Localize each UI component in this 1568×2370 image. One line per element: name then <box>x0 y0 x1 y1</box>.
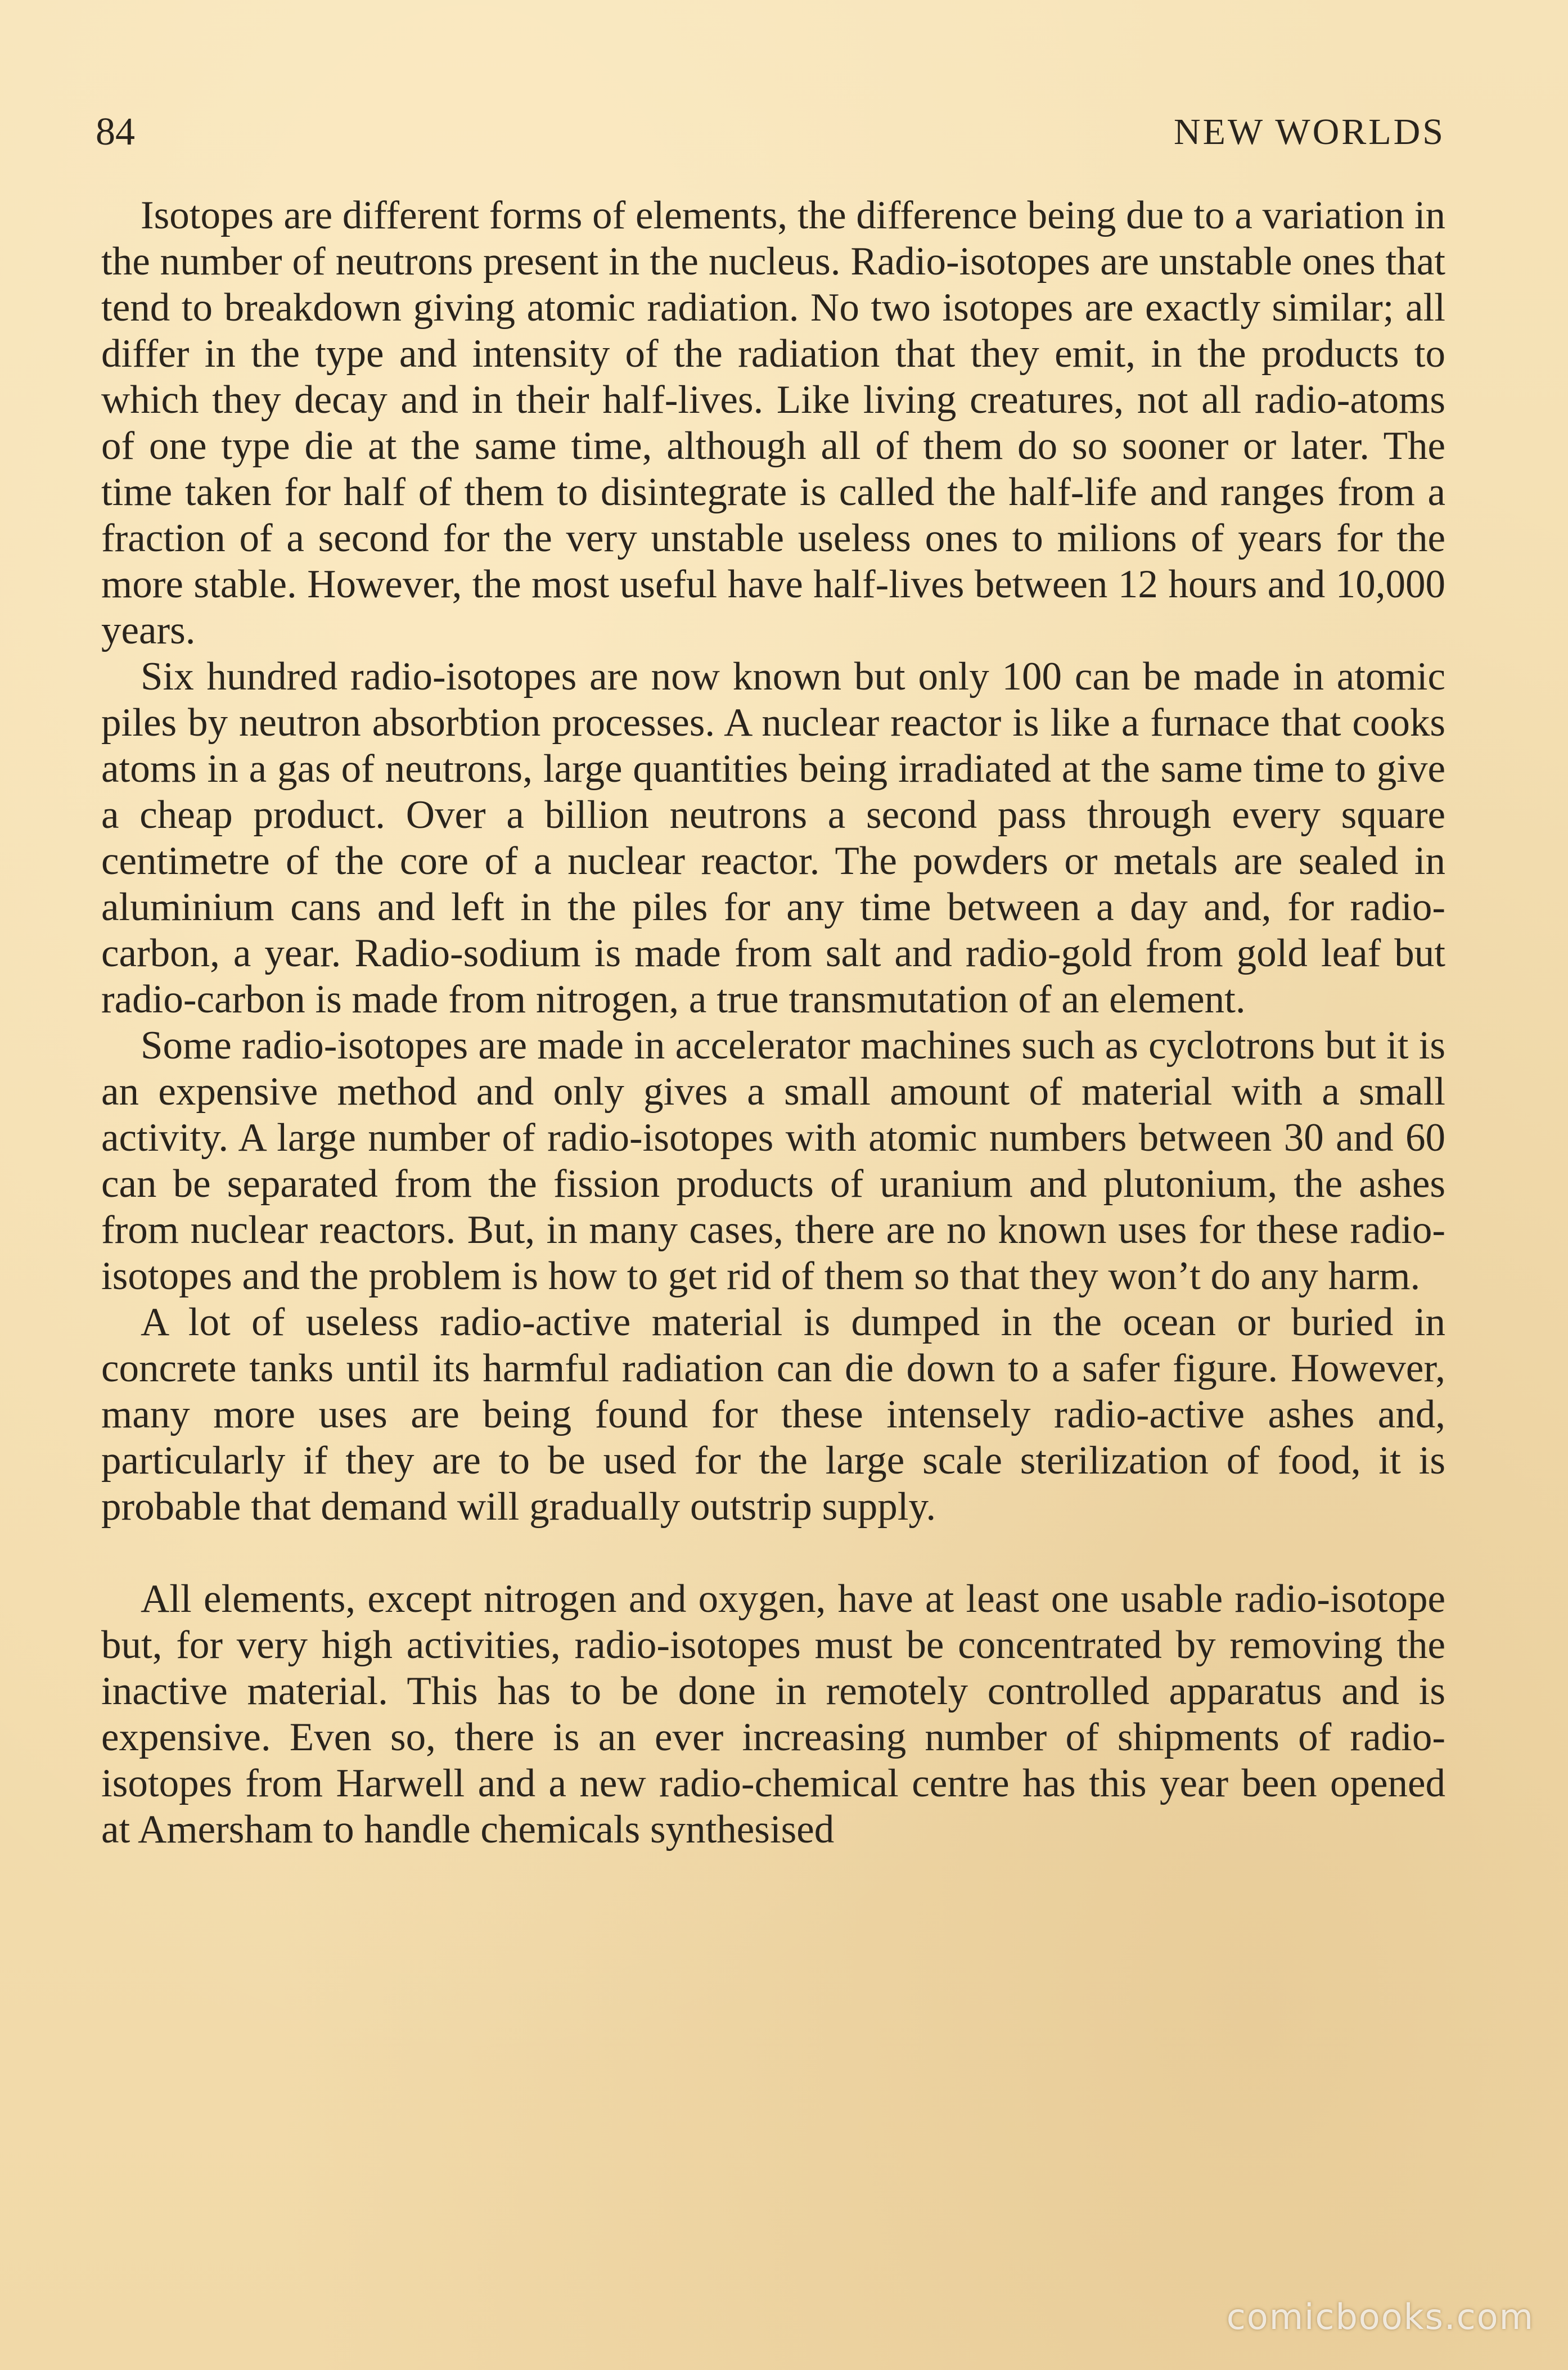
paragraph-isotopes-definition: Isotopes are different forms of elements, the difference being due to a variation in the number of neutrons present in the nucleus. Radio-isotopes are unstable ones that tend to breakdown giving atomic radiation. No two isotopes are exactly similar; all differ in the type and intensity of the radiation that they emit, in the products to which they decay and in their half-lives. Like living creatures, not all radio-atoms of one type die at the same time, although all of them do so sooner or later. The time taken for half of them to disintegrate is called the half-life and ranges from a fraction of a second for the very unstable useless ones to milions of years for the more stable. However, the most useful have half-lives between 12 hours and 10,000 years. <box>101 193 1445 652</box>
body-text <box>101 192 1445 1853</box>
paragraph-usable-isotopes: All elements, except nitrogen and oxygen, have at least one usable radio-isotope but, for very high activities, radio-isotopes must be concentrated by removing the inactive material. This has to be done in remotely controlled apparatus and is expensive. Even so, there is an ever increasing number of shipments of radio-isotopes from Harwell and a new radio-chemical centre has this year been opened at Amersham to handle chemicals synthesised <box>101 1577 1445 1851</box>
paragraph-atomic-piles: Six hundred radio-isotopes are now known but only 100 can be made in atomic piles by neutron absorbtion processes. A nuclear reactor is like a furnace that cooks atoms in a gas of neutrons, large quantities being irradiated at the same time to give a cheap product. Over a billion neutrons a second pass through every square centimetre of the core of a nuclear reactor. The powders or metals are sealed in aluminium cans and left in the piles for any time between a day and, for radio-carbon, a year. Radio-sodium is made from salt and radio-gold from gold leaf but radio-carbon is made from nitrogen, a true transmutation of an element. <box>101 655 1445 1021</box>
page-number: 84 <box>96 110 135 154</box>
watermark: comicbooks.com <box>1226 2296 1534 2337</box>
paragraph-waste-disposal: A lot of useless radio-active material is dumped in the ocean or buried in concrete tanks until its harmful radiation can die down to a safer figure. However, many more uses are being found for these intensely radio-active ashes and, particularly if they are to be used for the large scale sterilization of food, it is probable that demand will gradually outstrip supply. <box>101 1300 1445 1529</box>
running-head <box>96 101 1445 163</box>
paragraph-accelerators: Some radio-isotopes are made in accelerator machines such as cyclotrons but it is an expensive method and only gives a small amount of material with a small activity. A large number of radio-isotopes with atomic numbers between 30 and 60 can be separated from the fission products of uranium and plutonium, the ashes from nuclear reactors. But, in many cases, there are no known uses for these radio-isotopes and the problem is how to get rid of them so that they won’t do any harm. <box>101 1024 1445 1298</box>
running-title: NEW WORLDS <box>1173 111 1445 152</box>
